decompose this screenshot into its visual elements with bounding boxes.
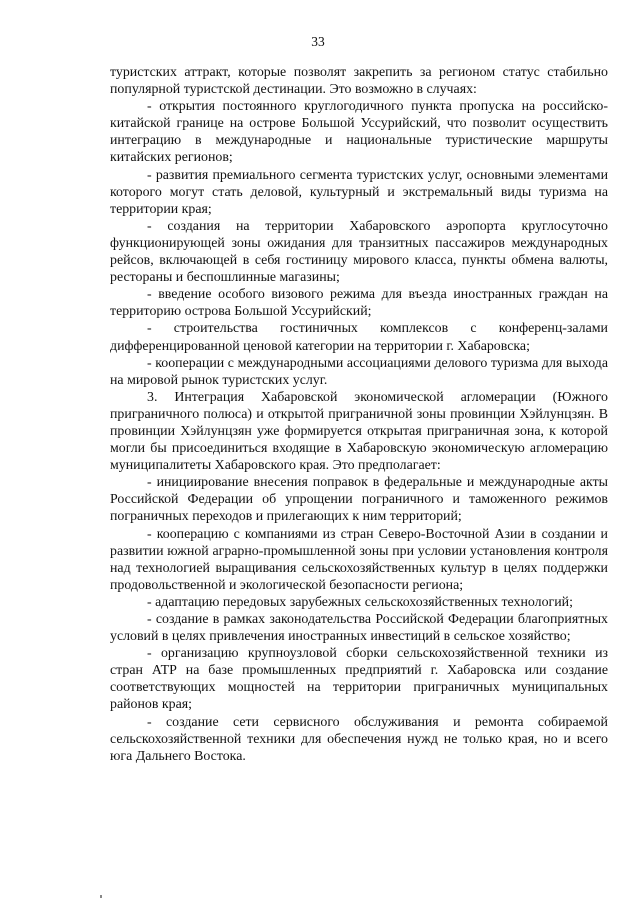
paragraph: - открытия постоянного круглогодичного пункта пропуска на российско-китайской границе на острове Большой Уссурийский, что позволит осуществить интеграцию в международные и национальные туристические маршруты китайских регионов;	[110, 99, 608, 166]
paragraph: - адаптацию передовых зарубежных сельскохозяйственных технологий;	[147, 594, 573, 610]
paragraph: - кооперацию с компаниями из стран Северо-Восточной Азии в создании и развитии южной аграрно-промышленной зоны при условии установления контроля над технологией выращивания сельскохозяйственных культур в целях поддержки продовольственной и экологической безопасности региона;	[110, 526, 608, 593]
paragraph: - развития премиального сегмента туристских услуг, основными элементами которого могут стать деловой, культурный и экстремальный виды туризма на территории края;	[110, 167, 608, 217]
paragraph: - введение особого визового режима для въезда иностранных граждан на территорию острова Большой Уссурийский;	[110, 287, 608, 320]
paragraph: - создания на территории Хабаровского аэропорта круглосуточно функционирующей зоны ожидания для транзитных пассажиров международных рейсов, включающей в себя гостиницу мирового класса, пункты обмена валюты, рестораны и беспошлинные магазины;	[110, 218, 608, 286]
paragraph: - создание сети сервисного обслуживания и ремонта собираемой сельскохозяйственной техники для обеспечения нужд не только края, но и всего юга Дальнего Востока.	[110, 714, 608, 764]
body-text	[110, 64, 608, 765]
paragraph: - кооперации с международными ассоциациями делового туризма для выхода на мировой рынок туристских услуг.	[110, 355, 608, 388]
paragraph: 3. Интеграция Хабаровской экономической агломерации (Южного приграничного полюса) и открытой приграничной зоны провинции Хэйлунцзян. В провинции Хэйлунцзян уже формируется открытая приграничная зона, к которой могли бы присоединиться входящие в Хабаровскую экономическую агломерацию муниципалитеты Хабаровского края. Это предполагает:	[110, 389, 608, 474]
paragraph: - строительства гостиничных комплексов с конференц-залами дифференцированной ценовой категории на территории г. Хабаровска;	[110, 321, 608, 354]
scan-mark	[100, 895, 102, 898]
paragraph: - инициирование внесения поправок в федеральные и международные акты Российской Федерации об упрощении пограничного и таможенного режимов пограничных переходов и прилегающих к ним территорий;	[110, 475, 608, 525]
page-number: 33	[311, 34, 325, 49]
paragraph: туристских аттракт, которые позволят закрепить за регионом статус стабильно популярной туристской дестинации. Это возможно в случаях:	[110, 65, 608, 98]
paragraph: - создание в рамках законодательства Российской Федерации благоприятных условий в целях привлечения иностранных инвестиций в сельское хозяйство;	[110, 612, 608, 645]
paragraph: - организацию крупноузловой сборки сельскохозяйственной техники из стран АТР на базе промышленных предприятий г. Хабаровска или создание соответствующих мощностей на территории приграничных муниципальных районов края;	[110, 646, 608, 713]
